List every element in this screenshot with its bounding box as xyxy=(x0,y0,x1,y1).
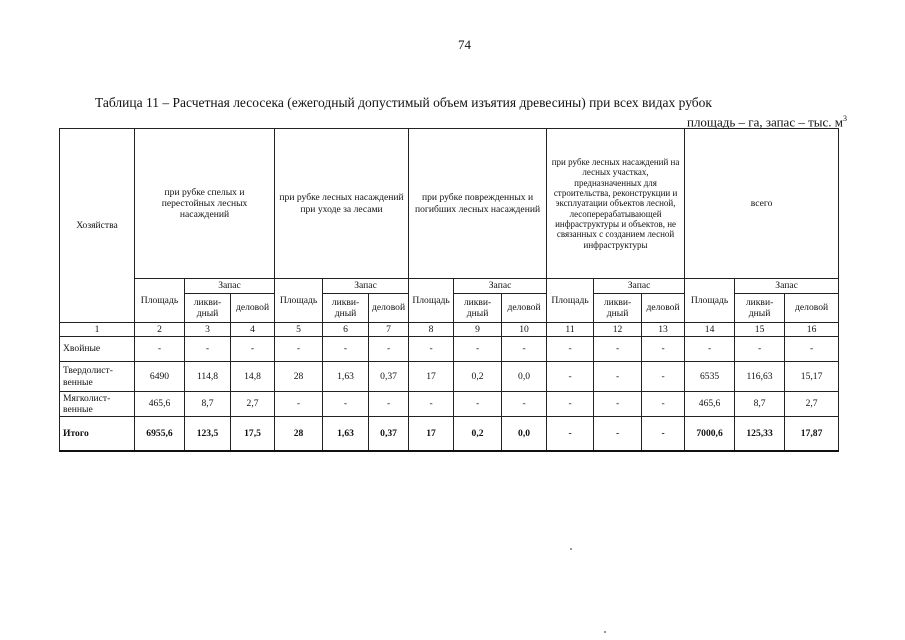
table-cell: 0,0 xyxy=(502,417,547,451)
header-area-3: Площадь xyxy=(409,279,454,323)
header-business-4: деловой xyxy=(642,294,685,323)
table-cell: - xyxy=(369,337,409,362)
table-cell: - xyxy=(323,392,369,417)
row-label: Твердолист-венные xyxy=(60,362,135,392)
header-group-mature: при рубке спелых и перестойных лесных насаждений xyxy=(135,129,275,279)
col-num: 10 xyxy=(502,323,547,337)
header-business-1: деловой xyxy=(231,294,275,323)
table-cell: - xyxy=(369,392,409,417)
table-cell: 0,2 xyxy=(454,362,502,392)
header-stock-1: Запас xyxy=(185,279,275,294)
table-cell: - xyxy=(735,337,785,362)
col-num: 6 xyxy=(323,323,369,337)
table-cell: - xyxy=(135,337,185,362)
col-num: 14 xyxy=(685,323,735,337)
table-cell: 116,63 xyxy=(735,362,785,392)
header-group-total: всего xyxy=(685,129,839,279)
table-cell: 0,37 xyxy=(369,417,409,451)
header-group-thinning: при рубке лесных насаждений при уходе за лесами xyxy=(275,129,409,279)
table-row-softwood xyxy=(60,392,839,417)
header-area-5: Площадь xyxy=(685,279,735,323)
col-num: 4 xyxy=(231,323,275,337)
header-business-3: деловой xyxy=(502,294,547,323)
table-cell: 17 xyxy=(409,417,454,451)
header-stock-3: Запас xyxy=(454,279,547,294)
table-cell: 114,8 xyxy=(185,362,231,392)
table-cell: - xyxy=(185,337,231,362)
header-business-5: деловой xyxy=(785,294,839,323)
table-cell: 125,33 xyxy=(735,417,785,451)
col-num: 16 xyxy=(785,323,839,337)
header-stock-5: Запас xyxy=(735,279,839,294)
row-label: Мягколист-венные xyxy=(60,392,135,417)
table-cell: 6490 xyxy=(135,362,185,392)
table-cell: 17 xyxy=(409,362,454,392)
table-cell: 123,5 xyxy=(185,417,231,451)
col-num: 11 xyxy=(547,323,594,337)
header-farm: Хозяйства xyxy=(60,129,135,323)
table-cell: - xyxy=(642,392,685,417)
table-cell: 0,0 xyxy=(502,362,547,392)
header-group-damaged: при рубке поврежденных и погибших лесных насаждений xyxy=(409,129,547,279)
table-cell: - xyxy=(642,337,685,362)
header-group-row xyxy=(60,129,839,279)
col-num: 7 xyxy=(369,323,409,337)
table-cell: - xyxy=(275,392,323,417)
column-number-row xyxy=(60,323,839,337)
table-cell: - xyxy=(594,337,642,362)
table-cell: 17,87 xyxy=(785,417,839,451)
table-row-total xyxy=(60,417,839,451)
table-cell: 17,5 xyxy=(231,417,275,451)
table-cell: 2,7 xyxy=(231,392,275,417)
row-label: Итого xyxy=(60,417,135,451)
header-liquid-5: ликви-дный xyxy=(735,294,785,323)
col-num: 1 xyxy=(60,323,135,337)
table-caption: Таблица 11 – Расчетная лесосека (ежегодный допустимый объем изъятия древесины) при всех видах рубок xyxy=(95,95,712,110)
table-cell: 0,37 xyxy=(369,362,409,392)
col-num: 15 xyxy=(735,323,785,337)
table-cell: - xyxy=(323,337,369,362)
table-cell: 28 xyxy=(275,362,323,392)
row-label: Хвойные xyxy=(60,337,135,362)
table-cell: 1,63 xyxy=(323,362,369,392)
col-num: 13 xyxy=(642,323,685,337)
table-cell: - xyxy=(502,392,547,417)
table-cell: - xyxy=(547,362,594,392)
table-cell: 8,7 xyxy=(185,392,231,417)
header-liquid-4: ликви-дный xyxy=(594,294,642,323)
table-cell: 6955,6 xyxy=(135,417,185,451)
page-number: 74 xyxy=(458,37,471,52)
table-cell: - xyxy=(594,392,642,417)
table-cell: - xyxy=(502,337,547,362)
table-cell: 7000,6 xyxy=(685,417,735,451)
table-cell: - xyxy=(547,392,594,417)
table-cell: 6535 xyxy=(685,362,735,392)
units-superscript: 3 xyxy=(843,114,847,123)
table-cell: - xyxy=(785,337,839,362)
scan-speck xyxy=(570,548,572,550)
header-liquid-3: ликви-дный xyxy=(454,294,502,323)
header-area-2: Площадь xyxy=(275,279,323,323)
header-stock-2: Запас xyxy=(323,279,409,294)
header-area-1: Площадь xyxy=(135,279,185,323)
table-cell: 465,6 xyxy=(685,392,735,417)
table-cell: - xyxy=(642,417,685,451)
col-num: 2 xyxy=(135,323,185,337)
table-cell: - xyxy=(231,337,275,362)
header-liquid-2: ликви-дный xyxy=(323,294,369,323)
table-cell: 465,6 xyxy=(135,392,185,417)
table-cell: - xyxy=(685,337,735,362)
table-cell: 28 xyxy=(275,417,323,451)
header-group-construction: при рубке лесных насаждений на лесных участках, предназначенных для строительства, реконструкции и эксплуатации объектов лесной, лесоперерабатывающей инфраструктуры и объектов, не связанных с созданием лесной инфраструктуры xyxy=(547,129,685,279)
table-row-hardwood xyxy=(60,362,839,392)
scan-speck xyxy=(604,631,606,633)
table-cell: - xyxy=(642,362,685,392)
col-num: 8 xyxy=(409,323,454,337)
col-num: 3 xyxy=(185,323,231,337)
col-num: 9 xyxy=(454,323,502,337)
table-cell: - xyxy=(454,392,502,417)
table-cell: - xyxy=(594,417,642,451)
header-area-4: Площадь xyxy=(547,279,594,323)
table-cell: - xyxy=(594,362,642,392)
table-cell: - xyxy=(547,337,594,362)
table-cell: - xyxy=(409,392,454,417)
units-text: площадь – га, запас – тыс. м xyxy=(686,114,843,130)
table-cell: 14,8 xyxy=(231,362,275,392)
table-cell: 15,17 xyxy=(785,362,839,392)
table-cell: - xyxy=(409,337,454,362)
table-cell: 8,7 xyxy=(735,392,785,417)
header-stock-row xyxy=(60,279,839,294)
table-cell: - xyxy=(275,337,323,362)
header-stock-4: Запас xyxy=(594,279,685,294)
header-business-2: деловой xyxy=(369,294,409,323)
header-liquid-1: ликви-дный xyxy=(185,294,231,323)
col-num: 5 xyxy=(275,323,323,337)
table-row-coniferous xyxy=(60,337,839,362)
table-cell: 2,7 xyxy=(785,392,839,417)
table-cell: - xyxy=(547,417,594,451)
allowable-cut-table xyxy=(59,128,839,452)
table-cell: 1,63 xyxy=(323,417,369,451)
col-num: 12 xyxy=(594,323,642,337)
table-cell: 0,2 xyxy=(454,417,502,451)
table-cell: - xyxy=(454,337,502,362)
